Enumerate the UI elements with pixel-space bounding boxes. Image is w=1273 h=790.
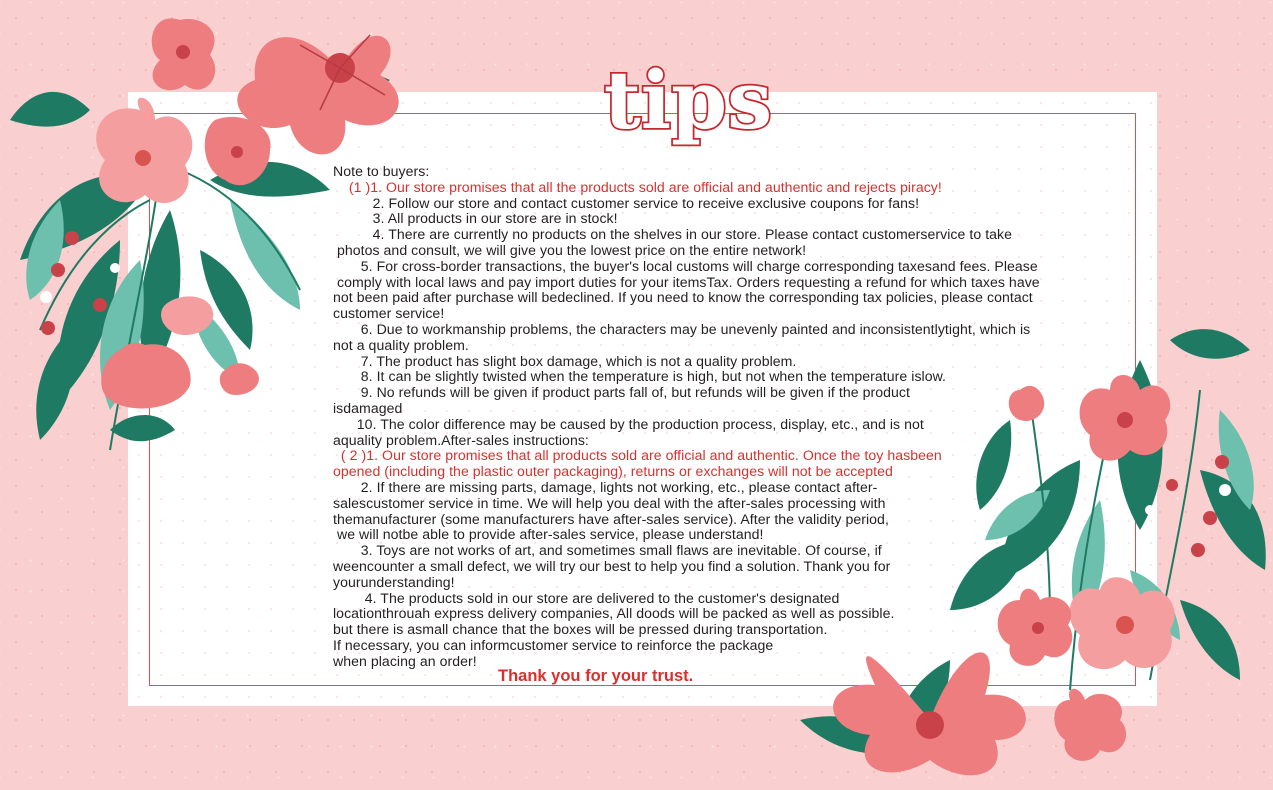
notice-line: when placing an order! <box>333 652 477 669</box>
notice-line: photos and consult, we will give you the lowest price on the entire network! <box>333 241 807 258</box>
notice-line: 7. The product has slight box damage, which is not a quality problem. <box>333 352 797 369</box>
notice-line: yourunderstanding! <box>333 573 455 590</box>
flower-icon <box>833 652 1026 775</box>
notice-line: Note to buyers: <box>333 163 430 179</box>
notice-line: we will notbe able to provide after-sales service, please understand! <box>333 526 764 543</box>
notice-line: aquality problem.After-sales instructions: <box>333 431 589 448</box>
tips-title <box>588 58 788 148</box>
notice-line: isdamaged <box>333 399 403 416</box>
notice-line: 4. The products sold in our store are delivered to the customer's designated <box>333 589 840 606</box>
notice-line: weencounter a small defect, we will try our best to help you find a solution. Thank you for <box>333 557 891 574</box>
notice-line: 2. Follow our store and contact customer service to receive exclusive coupons for fans! <box>333 194 920 211</box>
flower-icon <box>152 18 215 90</box>
notice-line: locationthrouah express delivery companies, All doods will be packed as well as possible. <box>333 605 895 622</box>
notice-line: themanufacturer (some manufacturers have after-sales service). After the validity period, <box>333 510 889 527</box>
notice-line: but there is asmall chance that the boxes will be pressed during transportation. <box>333 621 828 638</box>
thank-you-message: Thank you for your trust. <box>498 667 694 685</box>
notice-line: 8. It can be slightly twisted when the temperature is high, but not when the temperature islow. <box>333 368 947 385</box>
notice-line: 3. All products in our store are in stock! <box>333 210 618 227</box>
notice-text <box>333 164 1123 670</box>
notice-line: 5. For cross-border transactions, the buyer's local customs will charge corresponding taxesand fees. Please <box>333 257 1038 274</box>
notice-line: If necessary, you can informcustomer service to reinforce the package <box>333 636 774 653</box>
notice-line: 3. Toys are not works of art, and sometimes small flaws are inevitable. Of course, if <box>333 542 882 559</box>
notice-line: 9. No refunds will be given if product parts fall of, but refunds will be given if the product <box>333 384 910 401</box>
notice-line: 2. If there are missing parts, damage, lights not working, etc., please contact after- <box>333 478 878 495</box>
notice-line: (1 )1. Our store promises that all the products sold are official and authentic and rejects piracy! <box>333 178 942 195</box>
notice-line: customer service! <box>333 305 445 322</box>
notice-line: not a quality problem. <box>333 336 469 353</box>
notice-line: 4. There are currently no products on the shelves in our store. Please contact customerservice to take <box>333 226 1013 243</box>
flower-icon <box>96 98 192 203</box>
notice-line: ( 2 )1. Our store promises that all products sold are official and authentic. Once the toy hasbeen <box>333 447 942 464</box>
notice-line: comply with local laws and pay import duties for your itemsTax. Orders requesting a refund for which taxes have <box>333 273 1040 290</box>
notice-line: 6. Due to workmanship problems, the characters may be unevenly painted and inconsistentlytight, which is <box>333 320 1031 337</box>
notice-line: not been paid after purchase will bedeclined. If you need to know the corresponding tax policies, please contact <box>333 289 1033 306</box>
notice-line: 10. The color difference may be caused by the production process, display, etc., and is not <box>333 415 924 432</box>
notice-line: opened (including the plastic outer packaging), returns or exchanges will not be accepted <box>333 463 893 480</box>
notice-line: salescustomer service in time. We will help you deal with the after-sales processing with <box>333 494 886 511</box>
title-text: tips <box>603 58 773 147</box>
